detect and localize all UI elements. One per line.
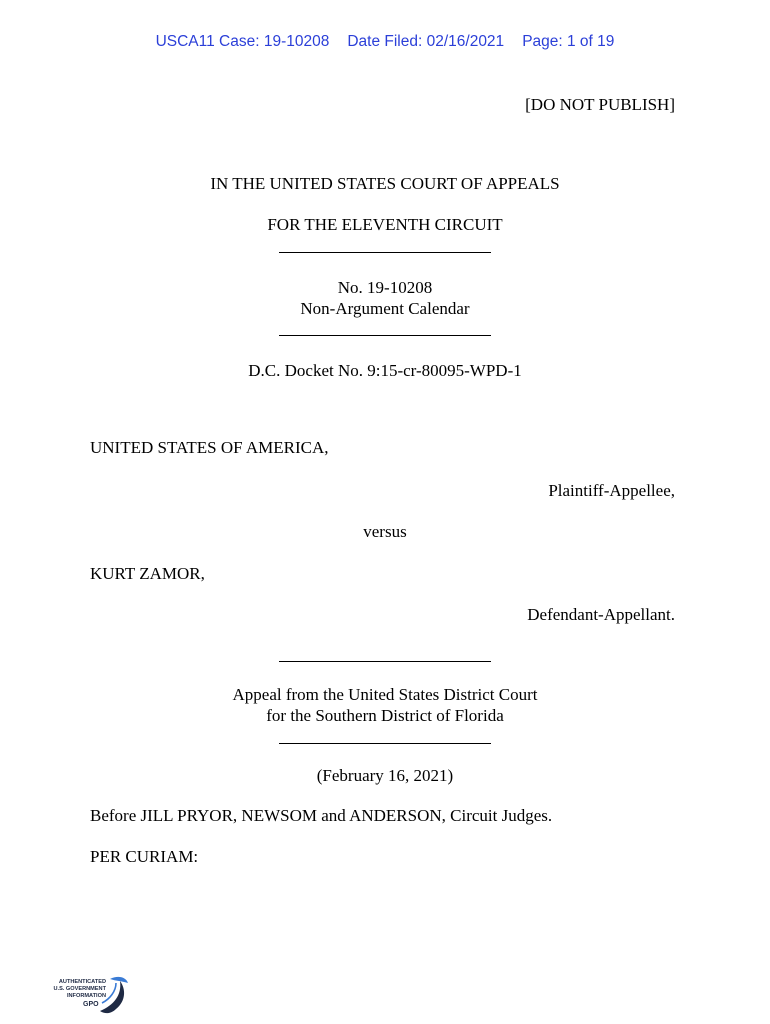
- appeal-line2: for the Southern District of Florida: [266, 706, 504, 725]
- plaintiff-name: UNITED STATES OF AMERICA,: [90, 438, 329, 457]
- appeal-line1: Appeal from the United States District Court: [232, 685, 538, 704]
- gpo-mark: GPO: [83, 1001, 99, 1008]
- versus-text: versus: [363, 522, 407, 541]
- decision-date: (February 16, 2021): [316, 766, 454, 785]
- page-count-header: Page: 1 of 19: [522, 33, 615, 50]
- panel-line: Before JILL PRYOR, NEWSOM and ANDERSON, Circuit Judges.: [90, 806, 553, 825]
- eagle-icon: [96, 973, 130, 1017]
- logo-text: AUTHENTICATED U.S. GOVERNMENT INFORMATION: [53, 979, 106, 999]
- divider-rule: [279, 743, 491, 744]
- court-name-line2: FOR THE ELEVENTH CIRCUIT: [267, 215, 503, 234]
- case-number: No. 19-10208: [337, 278, 433, 297]
- gpo-authentication-logo: [44, 973, 130, 1019]
- date-filed-header: Date Filed: 02/16/2021: [347, 33, 505, 50]
- case-number-header: USCA11 Case: 19-10208: [155, 33, 330, 50]
- plaintiff-role: Plaintiff-Appellee,: [548, 481, 675, 500]
- defendant-role: Defendant-Appellant.: [527, 605, 675, 624]
- defendant-name: KURT ZAMOR,: [90, 564, 205, 583]
- divider-rule: [279, 252, 491, 253]
- per-curiam: PER CURIAM:: [90, 847, 199, 866]
- calendar-type: Non-Argument Calendar: [300, 299, 470, 318]
- docket-number: D.C. Docket No. 9:15-cr-80095-WPD-1: [248, 361, 522, 380]
- page-header: [0, 33, 770, 51]
- divider-rule: [279, 661, 491, 662]
- court-name-line1: IN THE UNITED STATES COURT OF APPEALS: [210, 174, 560, 193]
- publish-note: [DO NOT PUBLISH]: [525, 95, 675, 114]
- divider-rule: [279, 335, 491, 336]
